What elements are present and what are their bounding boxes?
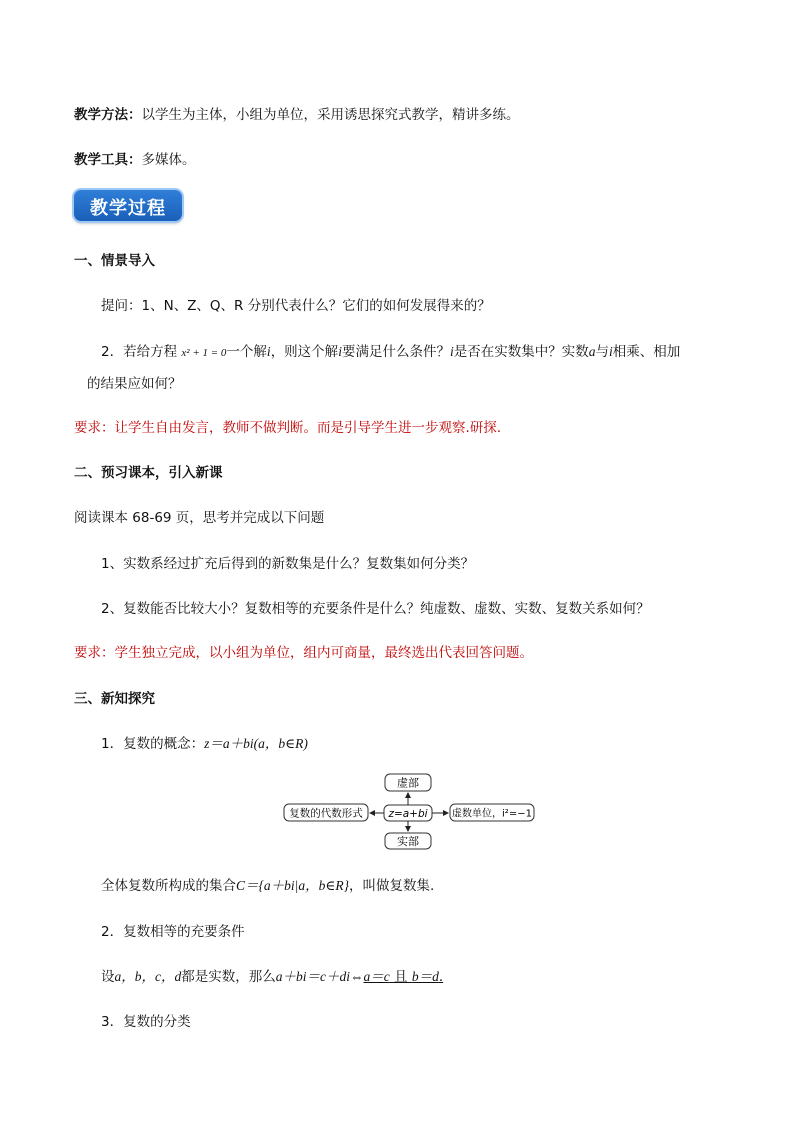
eq-cond-b-equals-d: b＝d [411,969,439,984]
q2-text-g: 相乘、相加 [612,344,681,360]
section2-question1: 1、实数系经过扩充后得到的新数集是什么？复数集如何分类？ [101,556,475,572]
complex-equality-condition [101,965,443,985]
process-banner-label: 教学过程 [90,198,166,219]
equation-x2-plus-1: x² + 1 = 0 [181,347,227,359]
eq-cond-a-equals-c: a＝c [363,969,390,984]
eq-formula: a＋bi＝c＋di⇔ [275,969,364,984]
section2-question2: 2、复数能否比较大小？复数相等的充要条件是什么？纯虚数、虚数、实数、复数关系如何？ [101,601,650,617]
complex-concept-formula: z＝a＋bi(a，b∈R) [204,736,308,751]
complex-set-text-b: ，叫做复数集. [349,878,435,894]
section1-question1: 提问：1、N、Z、Q、R 分别代表什么？它们的如何发展得来的？ [101,298,491,314]
q2-text-f: 与 [595,344,609,360]
var-a: a [588,344,596,359]
teaching-tools-label: 教学工具： [74,152,142,168]
section2-requirement: 要求：学生独立完成，以小组为单位，组内可商量，最终选出代表回答问题。 [74,645,533,661]
var-i: i [338,344,342,359]
section1-question2-cont: 的结果应如何？ [87,376,182,392]
diagram-real-part: 实部 [397,835,419,848]
complex-equality-heading: 2．复数相等的充要条件 [101,924,245,940]
diagram-imaginary-unit: 虚数单位，i²=−1 [452,808,532,820]
eq-and: 且 [389,969,412,985]
section2-title: 二、预习课本，引入新课 [74,465,223,481]
teaching-method-label: 教学方法： [74,107,142,123]
complex-set-formula: C＝{a＋bi|a，b∈R} [236,878,350,893]
eq-end: . [438,969,444,985]
eq-text-b: 都是实数，那么 [181,969,276,985]
section2-intro: 阅读课本 68-69 页，思考并完成以下问题 [74,510,325,526]
complex-set-definition [101,874,434,894]
section1-requirement: 要求：让学生自由发言，教师不做判断。而是引导学生进一步观察.研探. [74,420,502,436]
var-i: i [449,344,454,359]
diagram-algebraic-form: 复数的代数形式 [289,807,363,820]
section1-title: 一、情景导入 [74,253,155,269]
section3-title: 三、新知探究 [74,691,155,707]
complex-set-text-a: 全体复数所构成的集合 [101,878,236,894]
var-i: i [266,344,271,359]
q2-text-c: ，则这个解 [270,344,339,360]
teaching-method-text: 以学生为主体，小组为单位，采用诱思探究式教学，精讲多练。 [141,107,520,123]
complex-classification-heading: 3．复数的分类 [101,1014,191,1030]
q2-text-a: 2．若给方程 [101,344,178,360]
diagram-center: z=a+bi [388,808,428,820]
eq-text-a: 设 [101,969,115,985]
var-i: i [608,344,613,359]
complex-concept-label: 1．复数的概念： [101,736,205,752]
diagram-imaginary-part: 虚部 [397,776,419,790]
eq-vars: a，b，c，d [114,969,182,984]
q2-text-e: 是否在实数集中？实数 [453,344,589,360]
q2-text-d: 要满足什么条件？ [341,344,450,360]
q2-text-b: 一个解 [226,344,267,360]
teaching-tools-text: 多媒体。 [141,152,196,168]
